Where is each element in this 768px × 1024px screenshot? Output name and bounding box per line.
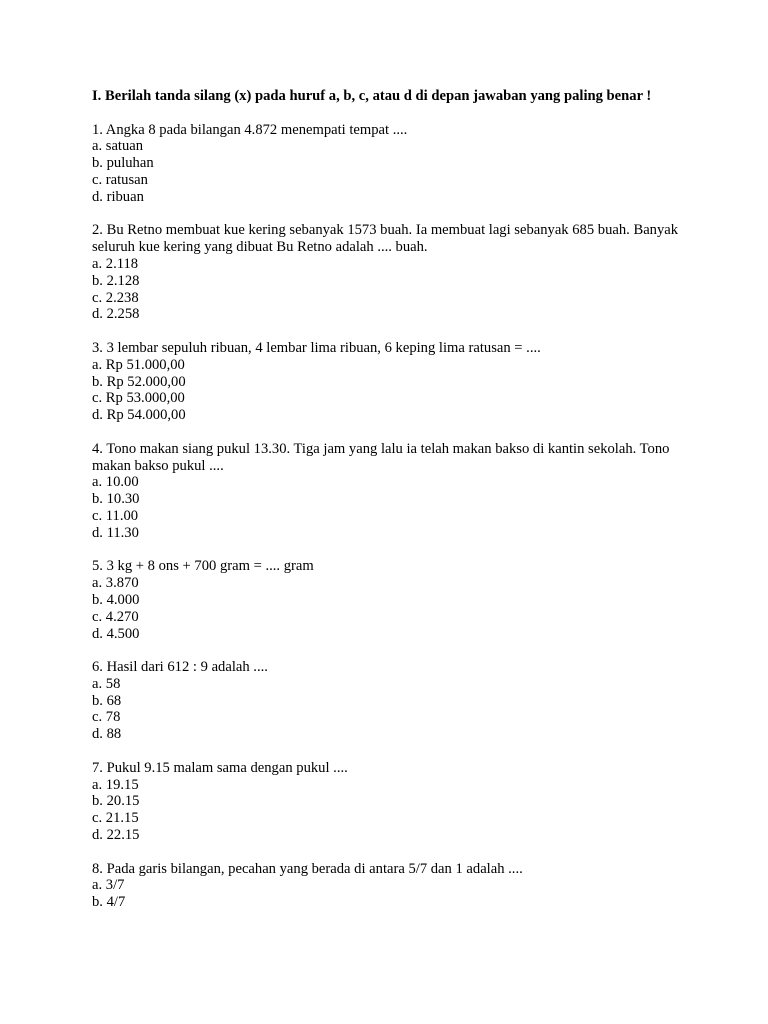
answer-option: c. 11.00 bbox=[92, 507, 139, 524]
answer-option: b. Rp 52.000,00 bbox=[92, 373, 186, 390]
answer-option: b. 2.128 bbox=[92, 272, 140, 289]
question-text: 8. Pada garis bilangan, pecahan yang berada di antara 5/7 dan 1 adalah .... bbox=[92, 860, 523, 877]
answer-option: b. 10.30 bbox=[92, 491, 140, 508]
answer-option: a. satuan bbox=[92, 138, 144, 155]
answer-options bbox=[92, 138, 692, 205]
answer-options bbox=[92, 877, 692, 911]
answer-options bbox=[92, 357, 692, 424]
answer-option: a. 58 bbox=[92, 675, 121, 692]
answer-option: c. Rp 53.000,00 bbox=[92, 390, 185, 407]
answer-option: d. 22.15 bbox=[92, 827, 140, 844]
question-text: 3. 3 lembar sepuluh ribuan, 4 lembar lima ribuan, 6 keping lima ratusan = .... bbox=[92, 339, 541, 356]
question-text: 6. Hasil dari 612 : 9 adalah .... bbox=[92, 659, 268, 676]
answer-option: c. 78 bbox=[92, 709, 121, 726]
question-7 bbox=[92, 760, 692, 844]
answer-option: a. 10.00 bbox=[92, 474, 139, 491]
answer-option: b. 4.000 bbox=[92, 591, 140, 608]
answer-option: a. 3/7 bbox=[92, 877, 125, 894]
instruction-heading: I. Berilah tanda silang (x) pada huruf a, b, c, atau d di depan jawaban yang paling benar ! bbox=[92, 88, 652, 104]
answer-option: d. Rp 54.000,00 bbox=[92, 407, 186, 424]
question-text: 7. Pukul 9.15 malam sama dengan pukul .... bbox=[92, 759, 348, 776]
answer-option: d. 2.258 bbox=[92, 306, 140, 323]
answer-option: a. 19.15 bbox=[92, 776, 139, 793]
answer-options bbox=[92, 575, 692, 642]
question-4 bbox=[92, 441, 692, 542]
question-text: 5. 3 kg + 8 ons + 700 gram = .... gram bbox=[92, 558, 314, 575]
worksheet-content bbox=[92, 88, 692, 911]
question-2 bbox=[92, 222, 692, 323]
answer-option: b. 68 bbox=[92, 692, 122, 709]
answer-options bbox=[92, 777, 692, 844]
question-3 bbox=[92, 340, 692, 424]
answer-options bbox=[92, 256, 692, 323]
answer-option: c. 4.270 bbox=[92, 608, 139, 625]
answer-option: b. 20.15 bbox=[92, 793, 140, 810]
answer-option: d. 11.30 bbox=[92, 524, 139, 541]
answer-option: b. 4/7 bbox=[92, 894, 126, 911]
answer-option: c. 21.15 bbox=[92, 810, 139, 827]
answer-option: a. Rp 51.000,00 bbox=[92, 356, 185, 373]
question-text: 4. Tono makan siang pukul 13.30. Tiga jam yang lalu ia telah makan bakso di kantin sekolah. Tono makan bakso pukul .... bbox=[92, 440, 670, 474]
question-text: 1. Angka 8 pada bilangan 4.872 menempati tempat .... bbox=[92, 121, 408, 138]
answer-option: a. 2.118 bbox=[92, 255, 139, 272]
answer-option: d. 88 bbox=[92, 726, 122, 743]
answer-options bbox=[92, 676, 692, 743]
question-list bbox=[92, 122, 692, 911]
question-5 bbox=[92, 558, 692, 642]
answer-option: b. puluhan bbox=[92, 155, 154, 172]
answer-options bbox=[92, 474, 692, 541]
question-1 bbox=[92, 122, 692, 206]
question-6 bbox=[92, 659, 692, 743]
answer-option: d. 4.500 bbox=[92, 625, 140, 642]
question-8 bbox=[92, 861, 692, 911]
question-text: 2. Bu Retno membuat kue kering sebanyak 1573 buah. Ia membuat lagi sebanyak 685 buah. Banyak seluruh kue kering yang dibuat Bu Retno adalah .... buah. bbox=[92, 222, 679, 256]
answer-option: d. ribuan bbox=[92, 188, 144, 205]
answer-option: c. ratusan bbox=[92, 171, 148, 188]
answer-option: a. 3.870 bbox=[92, 575, 139, 592]
answer-option: c. 2.238 bbox=[92, 289, 139, 306]
